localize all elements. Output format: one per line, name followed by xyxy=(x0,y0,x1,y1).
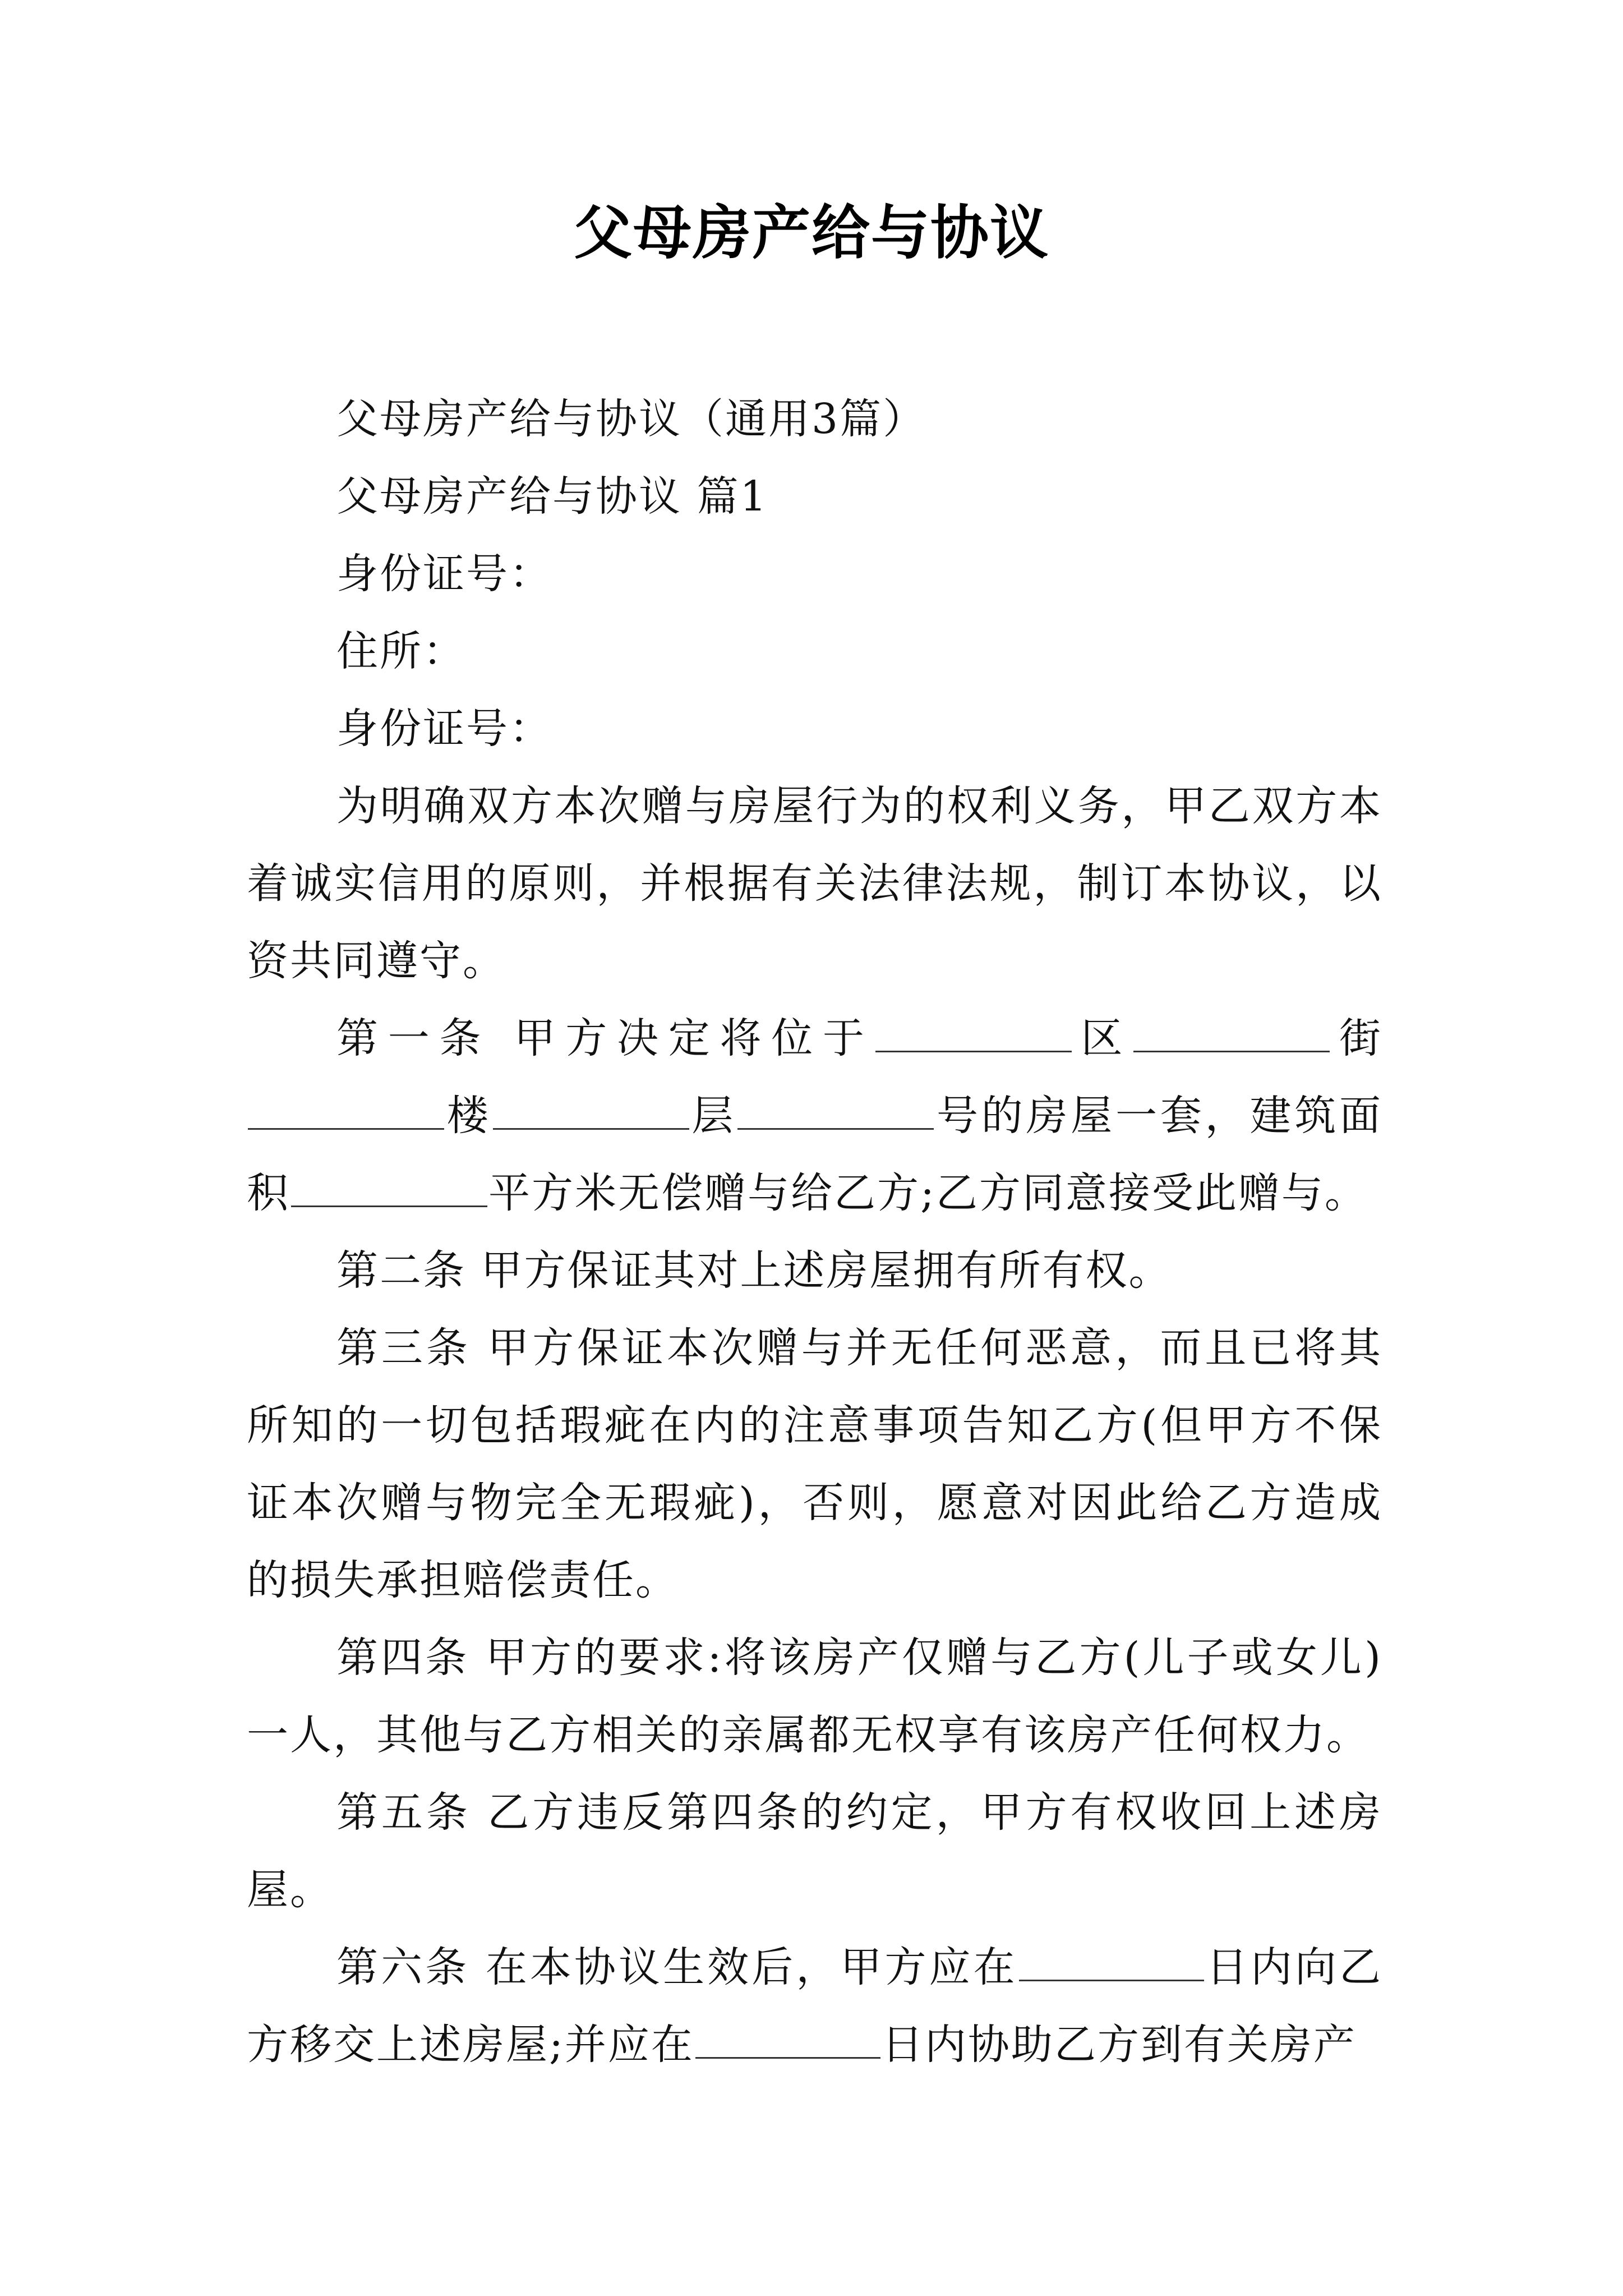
blank-area xyxy=(291,1172,487,1207)
article-1-text-e: 层 xyxy=(690,1092,737,1140)
blank-handover-days xyxy=(1019,1946,1204,1981)
article-1-text-a: 第一条 甲方决定将位于 xyxy=(336,1014,874,1062)
article-1 xyxy=(247,1000,1382,1232)
section-heading: 父母房产给与协议 篇1 xyxy=(336,472,768,521)
article-6-text-c: 日内协助乙方到有关房产 xyxy=(881,2021,1357,2069)
article-4: 第四条 甲方的要求:将该房产仅赠与乙方(儿子或女儿)一人，其他与乙方相关的亲属都无权享有该房产任何权力。 xyxy=(247,1634,1382,1759)
article-1-text-c: 街 xyxy=(1331,1014,1382,1062)
article-1-text-g: 平方米无偿赠与给乙方;乙方同意接受此赠与。 xyxy=(488,1169,1368,1217)
article-5: 第五条 乙方违反第四条的约定，甲方有权收回上述房屋。 xyxy=(247,1788,1382,1914)
document-title: 父母房产给与协议 xyxy=(573,199,1049,267)
article-6 xyxy=(247,1929,1382,2083)
article-6-text-b: 日内向乙方移交上述房屋;并应在 xyxy=(247,1943,1382,2069)
id-number-field-1: 身份证号： xyxy=(336,550,552,598)
article-2: 第二条 甲方保证其对上述房屋拥有所有权。 xyxy=(336,1246,1172,1295)
blank-building xyxy=(248,1094,444,1130)
document-body xyxy=(247,380,1382,2083)
address-field: 住所： xyxy=(336,627,466,675)
blank-street xyxy=(1133,1017,1330,1052)
intro-paragraph: 为明确双方本次赠与房屋行为的权利义务，甲乙双方本着诚实信用的原则，并根据有关法律法规，制订本协议，以资共同遵守。 xyxy=(247,782,1382,985)
blank-number xyxy=(737,1094,934,1130)
article-1-text-b: 区 xyxy=(1072,1014,1133,1062)
article-3: 第三条 甲方保证本次赠与并无任何恶意，而且已将其所知的一切包括瑕疵在内的注意事项告知乙方(但甲方不保证本次赠与物完全无瑕疵)，否则，愿意对因此给乙方造成的损失承担赔偿责任。 xyxy=(247,1324,1382,1604)
article-6-text-a: 第六条 在本协议生效后，甲方应在 xyxy=(336,1943,1018,1991)
document-subtitle: 父母房产给与协议（通用3篇） xyxy=(336,395,926,443)
blank-assist-days xyxy=(695,2023,880,2059)
blank-district xyxy=(875,1017,1072,1052)
article-1-text-d: 楼 xyxy=(445,1092,492,1140)
id-number-field-2: 身份证号： xyxy=(336,705,552,753)
article-1-text-f: 号的房屋一套，建筑面积 xyxy=(247,1092,1383,1217)
blank-floor xyxy=(493,1094,689,1130)
